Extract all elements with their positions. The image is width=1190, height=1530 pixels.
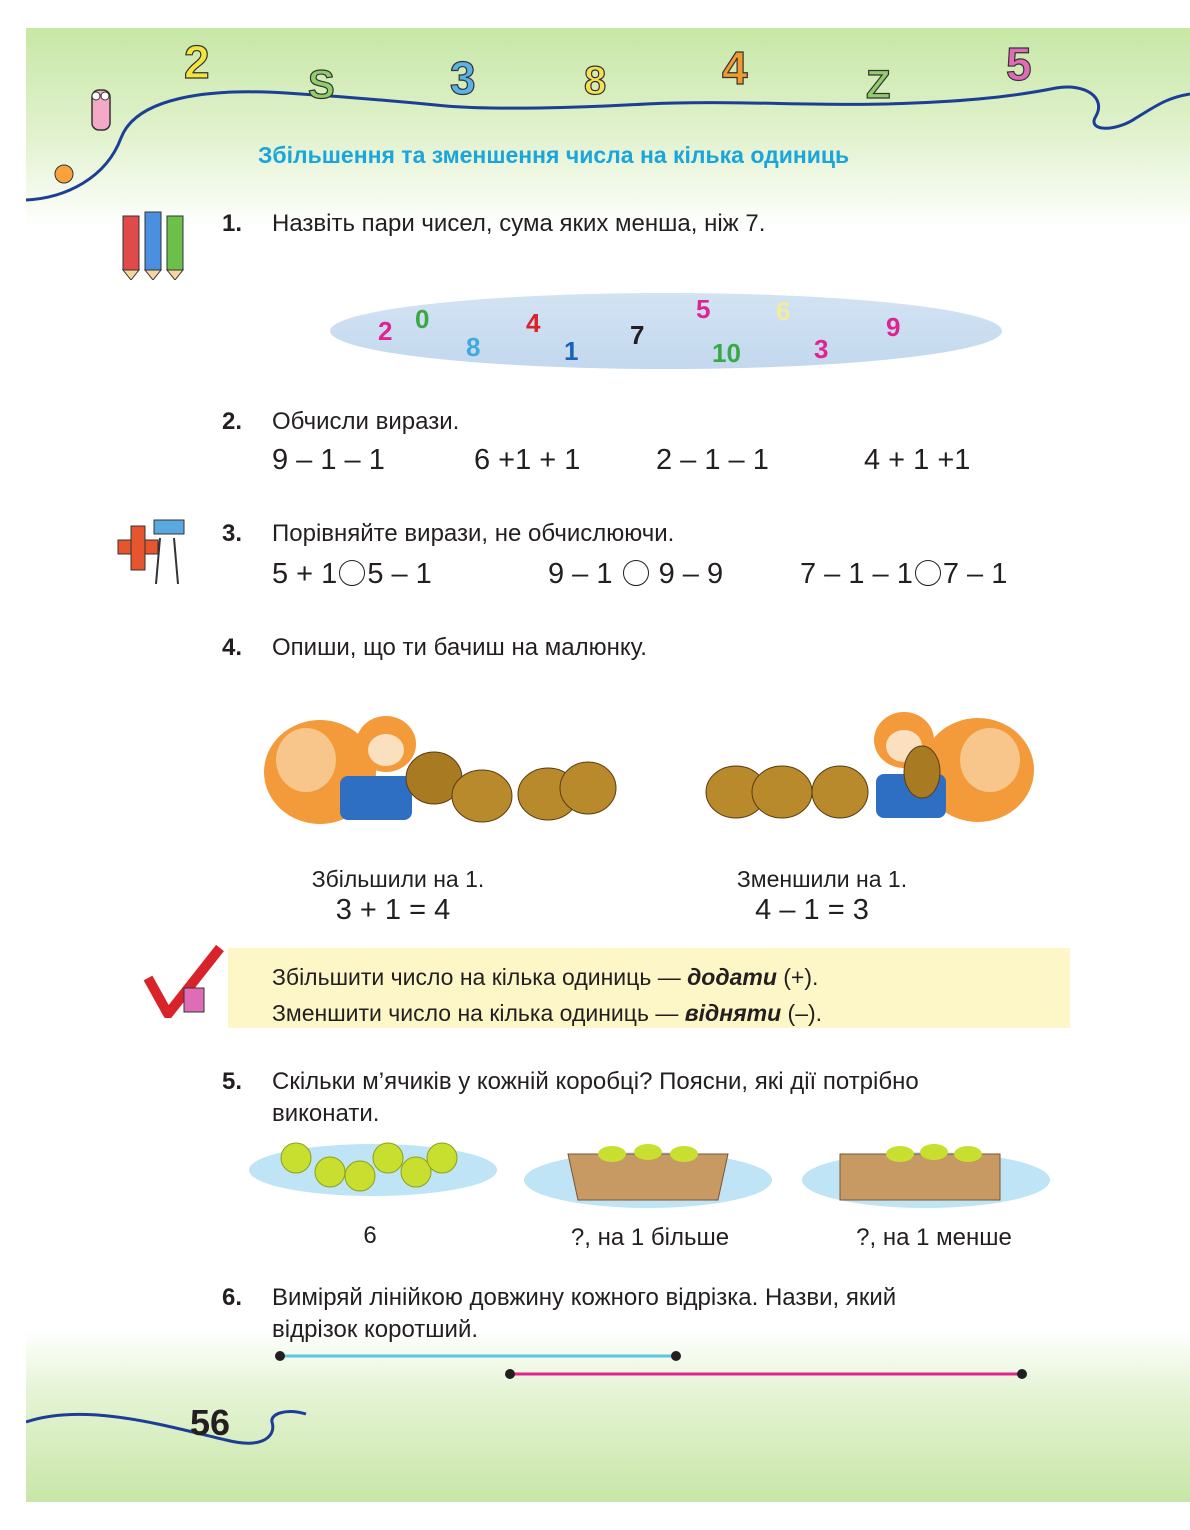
expression: 2 – 1 – 1 bbox=[656, 444, 769, 476]
cloud-number: 9 bbox=[886, 312, 901, 342]
expression: 4 + 1 +1 bbox=[864, 444, 971, 476]
left-equation: 3 + 1 = 4 bbox=[335, 894, 451, 926]
rule-sign: (–). bbox=[787, 1000, 823, 1026]
rule-text: Зменшити число на кілька одиниць — bbox=[272, 1000, 679, 1026]
comparison-left: 5 + 1 bbox=[272, 558, 338, 590]
task-2-number: 2. bbox=[222, 408, 243, 435]
left-caption: Збільшили на 1. bbox=[311, 866, 485, 892]
task-3-text: Порівняйте вирази, не обчислюючи. bbox=[272, 520, 675, 547]
rule-sign: (+). bbox=[783, 964, 819, 990]
number-character-z-icon bbox=[866, 63, 890, 107]
cloud-number: 2 bbox=[378, 316, 393, 346]
task-5-text-line-1: Скільки м’ячиків у кожній коробці? Поясни, які дії потрібно bbox=[272, 1068, 919, 1095]
right-equation: 4 – 1 = 3 bbox=[755, 894, 869, 926]
tennis-balls-icon bbox=[248, 1136, 498, 1200]
footer-wave bbox=[26, 1400, 326, 1460]
task-4-text: Опиши, що ти бачиш на малюнку. bbox=[272, 634, 647, 661]
rule-line-2 bbox=[272, 1000, 822, 1027]
segment-1-start-point bbox=[275, 1351, 285, 1361]
task-1-number: 1. bbox=[222, 210, 243, 237]
svg-text:2: 2 bbox=[184, 36, 210, 88]
squirrel-with-acorns-left-icon bbox=[258, 680, 628, 840]
comparison-pair bbox=[800, 558, 1007, 591]
segment-2-start-point bbox=[505, 1369, 515, 1379]
task-6-number: 6. bbox=[222, 1284, 243, 1311]
comparison-right: 5 – 1 bbox=[367, 558, 432, 590]
segments bbox=[270, 1346, 1050, 1386]
pencils-icon bbox=[115, 208, 195, 280]
number-character-5-icon bbox=[1006, 38, 1032, 90]
cloud-number: 4 bbox=[526, 308, 541, 338]
task-2-text: Обчисли вирази. bbox=[272, 408, 460, 435]
task-1-text: Назвіть пари чисел, сума яких менша, ніж 7. bbox=[272, 210, 766, 237]
task-6-text-line-2: відрізок коротший. bbox=[272, 1316, 479, 1343]
box-more-label: ?, на 1 більше bbox=[570, 1224, 730, 1251]
cloud-number: 5 bbox=[696, 294, 711, 324]
task-3-number: 3. bbox=[222, 520, 243, 547]
svg-text:4: 4 bbox=[722, 42, 748, 94]
segment-2-end-point bbox=[1017, 1369, 1027, 1379]
number-character-3-icon bbox=[450, 52, 476, 104]
box-less-label: ?, на 1 менше bbox=[856, 1224, 1012, 1251]
svg-text:8: 8 bbox=[584, 59, 607, 103]
header-decoration bbox=[26, 28, 1190, 218]
math-signs-characters-icon bbox=[112, 514, 192, 590]
squirrel-with-acorns-right-icon bbox=[700, 680, 1040, 840]
small-figure-icon bbox=[55, 165, 73, 183]
cloud-number: 6 bbox=[776, 296, 791, 326]
page-number: 56 bbox=[190, 1402, 231, 1443]
svg-text:Z: Z bbox=[866, 63, 891, 107]
comparison-left: 9 – 1 bbox=[548, 558, 613, 590]
cloud-number: 10 bbox=[712, 338, 741, 368]
task-6-text-line-1: Виміряй лінійкою довжину кожного відрізка. Назви, який bbox=[272, 1284, 897, 1311]
expression: 6 +1 + 1 bbox=[474, 444, 581, 476]
balls-count-label: 6 bbox=[363, 1222, 377, 1249]
rule-keyword: додати bbox=[687, 964, 777, 990]
comparison-left: 7 – 1 – 1 bbox=[800, 558, 913, 590]
comparison-circle[interactable] bbox=[339, 560, 365, 586]
numbers-cloud bbox=[330, 293, 1002, 369]
svg-text:S: S bbox=[308, 63, 335, 107]
rule-keyword: відняти bbox=[684, 1000, 782, 1026]
rule-line-1 bbox=[272, 964, 818, 991]
number-character-8-icon bbox=[584, 59, 606, 103]
number-character-2-icon bbox=[184, 36, 210, 88]
cloud-number: 0 bbox=[415, 304, 430, 334]
svg-text:5: 5 bbox=[1006, 38, 1032, 90]
rule-text: Збільшити число на кілька одиниць — bbox=[272, 964, 681, 990]
cloud-number: 1 bbox=[564, 336, 579, 366]
expression: 9 – 1 – 1 bbox=[272, 444, 385, 476]
task-5-text-line-2: виконати. bbox=[272, 1100, 380, 1127]
page-title: Збільшення та зменшення числа на кілька одиниць bbox=[258, 142, 850, 168]
task-5-number: 5. bbox=[222, 1068, 243, 1095]
comparison-pair bbox=[548, 558, 723, 591]
checkmark-character-icon bbox=[140, 944, 226, 1018]
comparison-right: 7 – 1 bbox=[942, 558, 1008, 590]
comparison-right: 9 – 9 bbox=[658, 558, 724, 590]
box-with-balls-icon bbox=[800, 1136, 1052, 1212]
segment-1-end-point bbox=[671, 1351, 681, 1361]
cloud-number: 7 bbox=[630, 320, 645, 350]
comparison-pair bbox=[272, 558, 432, 591]
svg-text:3: 3 bbox=[450, 52, 476, 104]
number-character-4-icon bbox=[722, 42, 748, 94]
cloud-number: 3 bbox=[814, 334, 829, 364]
cloud-number: 8 bbox=[466, 332, 481, 362]
number-character-s-icon bbox=[308, 63, 335, 107]
number-character-1-icon bbox=[92, 90, 110, 130]
box-with-balls-icon bbox=[522, 1136, 774, 1212]
task-4-number: 4. bbox=[222, 634, 243, 661]
right-caption: Зменшили на 1. bbox=[736, 866, 908, 892]
comparison-circle[interactable] bbox=[915, 560, 941, 586]
comparison-circle[interactable] bbox=[623, 560, 649, 586]
